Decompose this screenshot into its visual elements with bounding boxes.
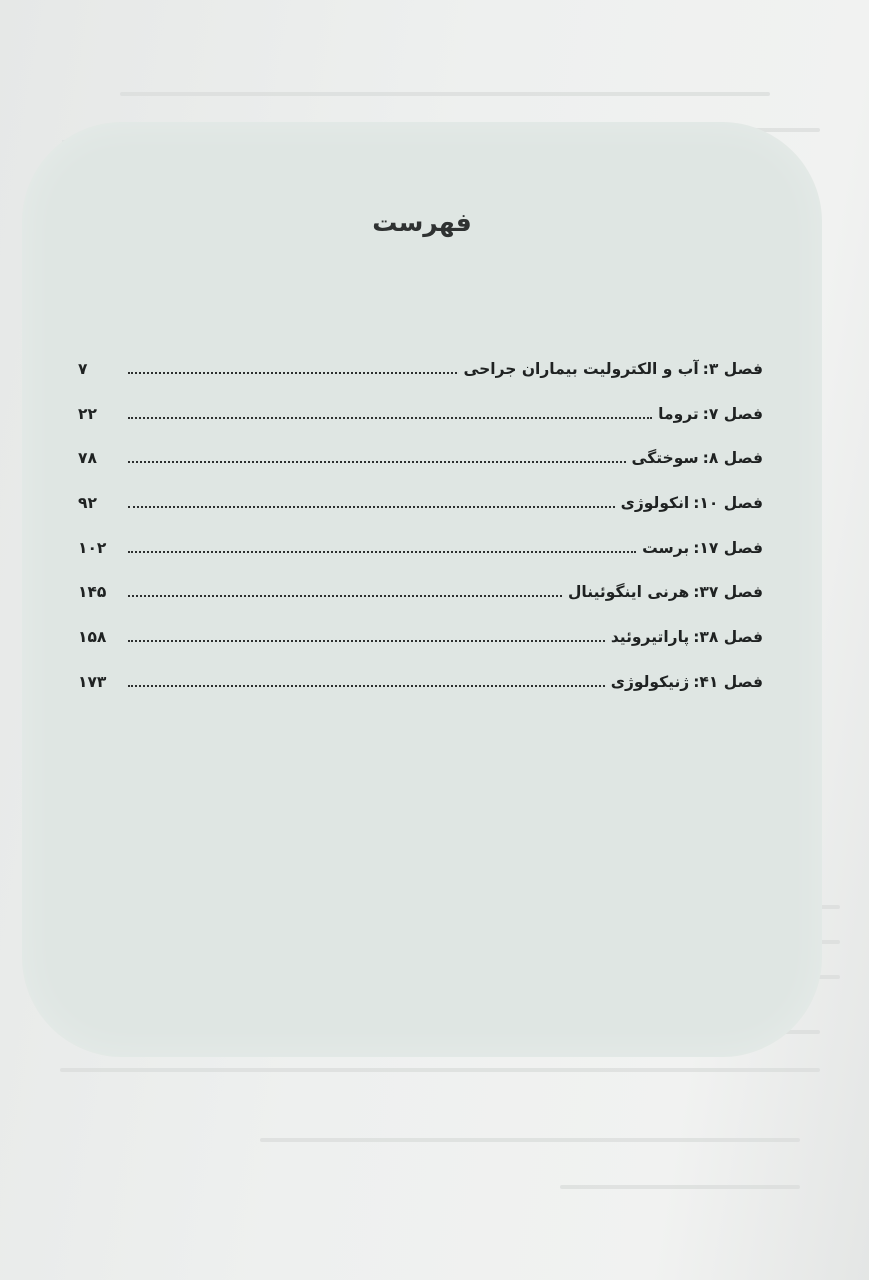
toc-list xyxy=(78,360,763,718)
chapter-number: فصل ۳۸ xyxy=(699,628,763,647)
colon-separator: : xyxy=(702,404,709,423)
chapter-title: آب و الکترولیت بیماران جراحی xyxy=(463,360,699,378)
chapter-number: فصل ۴۱ xyxy=(699,672,763,691)
page-number: ۲۲ xyxy=(78,404,97,423)
chapter-number: فصل ۸ xyxy=(708,449,763,468)
page-number: ۱۷۳ xyxy=(78,672,107,691)
toc-entry xyxy=(78,449,763,494)
colon-separator: : xyxy=(702,449,709,468)
dot-leader xyxy=(128,550,636,553)
colon-separator: : xyxy=(693,538,700,557)
dot-leader xyxy=(128,371,457,374)
toc-title: فهرست xyxy=(372,208,472,237)
page-number: ۹۲ xyxy=(78,494,97,513)
bleed-through-line xyxy=(260,1138,800,1142)
bleed-through-line xyxy=(120,92,770,96)
toc-entry xyxy=(78,583,763,628)
dot-leader xyxy=(128,416,652,419)
page-number: ۷ xyxy=(78,360,88,378)
chapter-title: تروما xyxy=(658,404,699,423)
chapter-title: هرنی اینگوئینال xyxy=(567,583,690,602)
toc-entry xyxy=(78,494,763,539)
toc-entry xyxy=(78,628,763,673)
chapter-number: فصل ۳۷ xyxy=(699,583,763,602)
colon-separator: : xyxy=(702,360,709,378)
dot-leader xyxy=(128,460,626,463)
dot-leader xyxy=(128,594,562,597)
chapter-number: فصل ۱۰ xyxy=(699,494,763,513)
colon-separator: : xyxy=(693,672,700,691)
chapter-title: سوختگی xyxy=(631,449,699,468)
bleed-through-line xyxy=(560,1185,800,1189)
toc-card xyxy=(22,122,822,1057)
colon-separator: : xyxy=(693,628,700,647)
chapter-title: انکولوژی xyxy=(620,494,690,513)
bleed-through-line xyxy=(60,1068,820,1072)
chapter-number: فصل ۳ xyxy=(708,360,763,378)
chapter-title: پاراتیروئید xyxy=(610,628,690,647)
page-number: ۱۴۵ xyxy=(78,583,107,602)
chapter-number: فصل ۱۷ xyxy=(699,538,763,557)
page-number: ۱۰۲ xyxy=(78,538,107,557)
toc-entry xyxy=(78,539,763,584)
toc-entry xyxy=(78,360,763,405)
dot-leader xyxy=(128,505,615,508)
chapter-title: ژنیکولوژی xyxy=(610,672,690,691)
page-number: ۷۸ xyxy=(78,449,97,468)
toc-entry xyxy=(78,405,763,450)
chapter-title: برست xyxy=(642,538,690,557)
page-number: ۱۵۸ xyxy=(78,628,107,647)
dot-leader xyxy=(128,639,605,642)
colon-separator: : xyxy=(693,494,700,513)
toc-entry xyxy=(78,673,763,718)
colon-separator: : xyxy=(693,583,700,602)
dot-leader xyxy=(128,684,605,687)
chapter-number: فصل ۷ xyxy=(708,404,763,423)
